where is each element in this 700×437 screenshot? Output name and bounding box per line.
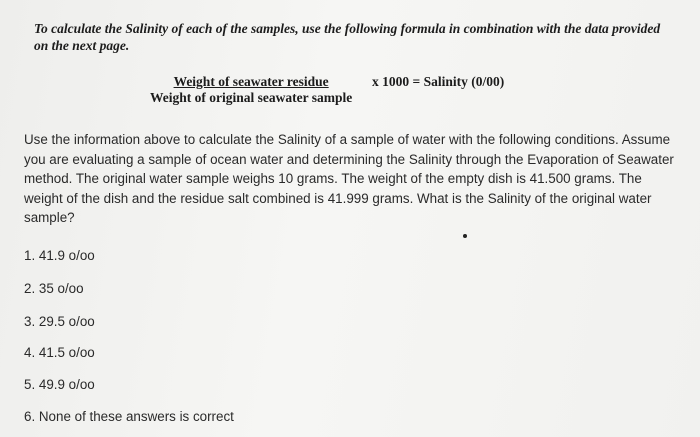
- formula-numerator: Weight of seawater residue: [173, 74, 329, 89]
- formula-rhs: x 1000 = Salinity (0/00): [372, 74, 505, 89]
- answer-option-6[interactable]: 6. None of these answers is correct: [24, 409, 234, 424]
- answer-option-4[interactable]: 4. 41.5 o/oo: [24, 345, 95, 360]
- formula-denominator: Weight of original seawater sample: [150, 90, 353, 105]
- salinity-formula: [150, 74, 352, 106]
- instructions-text: To calculate the Salinity of each of the samples, use the following formula in combination with the data provided on the next page.: [34, 21, 661, 53]
- answer-option-2[interactable]: 2. 35 o/oo: [24, 281, 84, 296]
- answer-option-5[interactable]: 5. 49.9 o/oo: [24, 377, 95, 392]
- stray-dot: [463, 234, 467, 238]
- question-text: Use the information above to calculate the Salinity of a sample of water with the following conditions. Assume you are evaluating a sample of ocean water and determining the Salinity through the Evaporation of Seawater method. The original water sample weighs 10 grams. The weight of the empty dish is 41.500 grams. The weight of the dish and the residue salt combined is 41.999 grams. What is the Salinity of the original water sample?: [24, 132, 674, 226]
- answer-option-1[interactable]: 1. 41.9 o/oo: [24, 248, 95, 263]
- formula-fraction: [150, 74, 352, 106]
- answer-option-3[interactable]: 3. 29.5 o/oo: [24, 314, 95, 329]
